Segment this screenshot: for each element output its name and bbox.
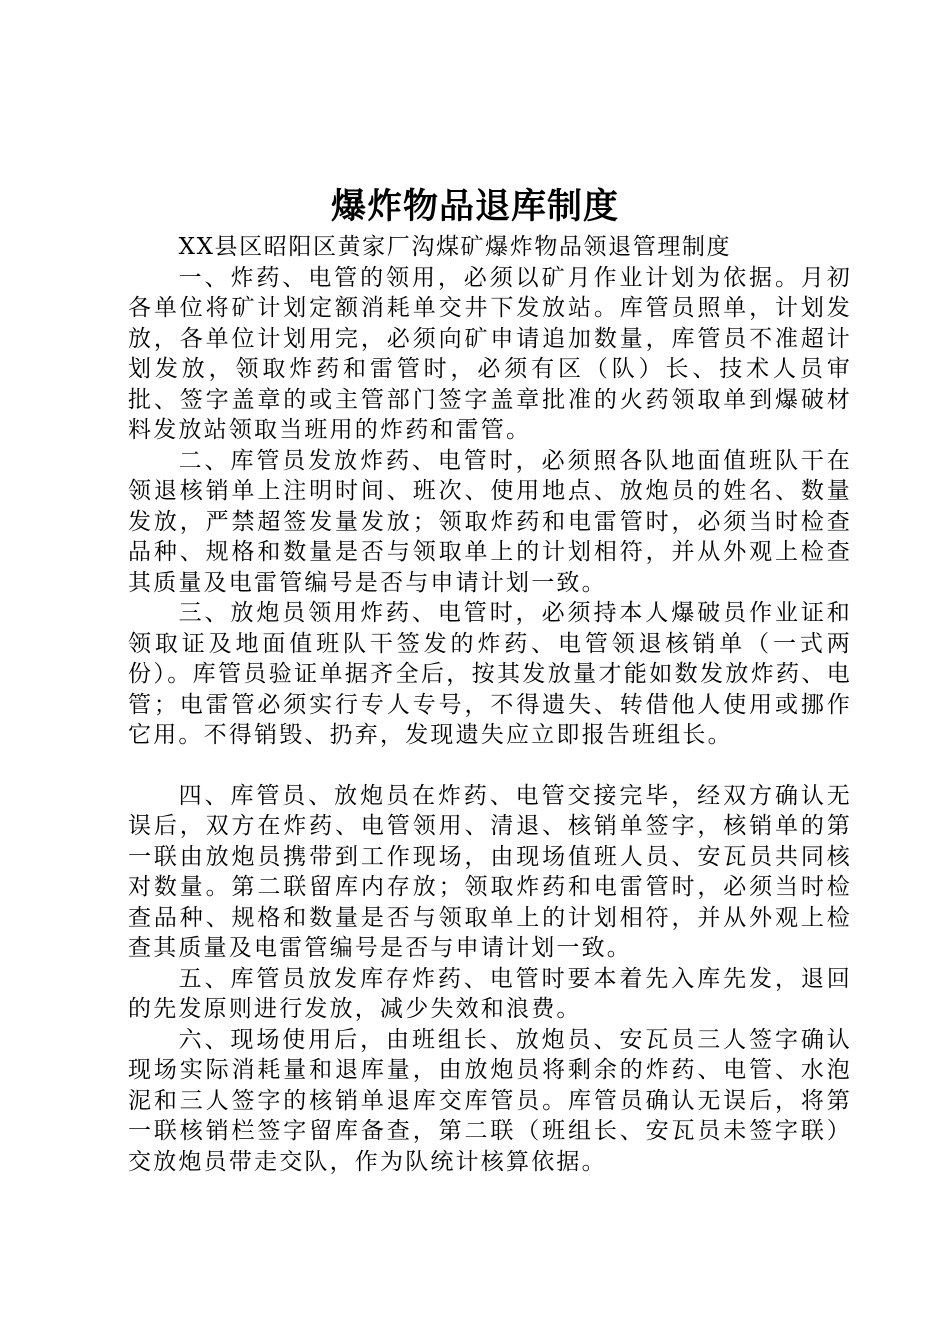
document-body <box>128 232 852 1177</box>
document-subtitle: XX县区昭阳区黄家厂沟煤矿爆炸物品领退管理制度 <box>178 234 732 260</box>
document-title: 爆炸物品退库制度 <box>330 187 619 227</box>
paragraph-1: 一、炸药、电管的领用，必须以矿月作业计划为依据。月初各单位将矿计划定额消耗单交井下发放站。库管员照单，计划发放，各单位计划用完，必须向矿申请追加数量，库管员不准超计划发放，领取炸药和雷管时，必须有区（队）长、技术人员审批、签字盖章的或主管部门签字盖章批准的火药领取单到爆破材料发放站领取当班用的炸药和雷管。 <box>128 264 852 443</box>
paragraph-2: 二、库管员发放炸药、电管时，必须照各队地面值班队干在领退核销单上注明时间、班次、使用地点、放炮员的姓名、数量发放，严禁超签发量发放；领取炸药和电雷管时，必须当时检查品种、规格和数量是否与领取单上的计划相符，并从外观上检查其质量及电雷管编号是否与申请计划一致。 <box>128 447 852 596</box>
paragraph-gap <box>128 751 852 781</box>
paragraph-6: 六、现场使用后，由班组长、放炮员、安瓦员三人签字确认现场实际消耗量和退库量，由放炮员将剩余的炸药、电管、水泡泥和三人签字的核销单退库交库管员。库管员确认无误后，将第一联核销栏签字留库备查，第二联（班组长、安瓦员未签字联）交放炮员带走交队，作为队统计核算依据。 <box>128 1026 852 1175</box>
paragraph-3: 三、放炮员领用炸药、电管时，必须持本人爆破员作业证和领取证及地面值班队干签发的炸药、电管领退核销单（一式两份）。库管员验证单据齐全后，按其发放量才能如数发放炸药、电管；电雷管必须实行专人专号，不得遗失、转借他人使用或挪作它用。不得销毁、扔弃，发现遗失应立即报告班组长。 <box>128 600 852 748</box>
paragraph-5: 五、库管员放发库存炸药、电管时要本着先入库先发，退回的先发原则进行发放，减少失效和浪费。 <box>128 965 852 1022</box>
paragraph-4: 四、库管员、放炮员在炸药、电管交接完毕，经双方确认无误后，双方在炸药、电管领用、清退、核销单签字，核销单的第一联由放炮员携带到工作现场，由现场值班人员、安瓦员共同核对数量。第二联留库内存放；领取炸药和电雷管时，必须当时检查品种、规格和数量是否与领取单上的计划相符，并从外观上检查其质量及电雷管编号是否与申请计划一致。 <box>128 782 852 961</box>
